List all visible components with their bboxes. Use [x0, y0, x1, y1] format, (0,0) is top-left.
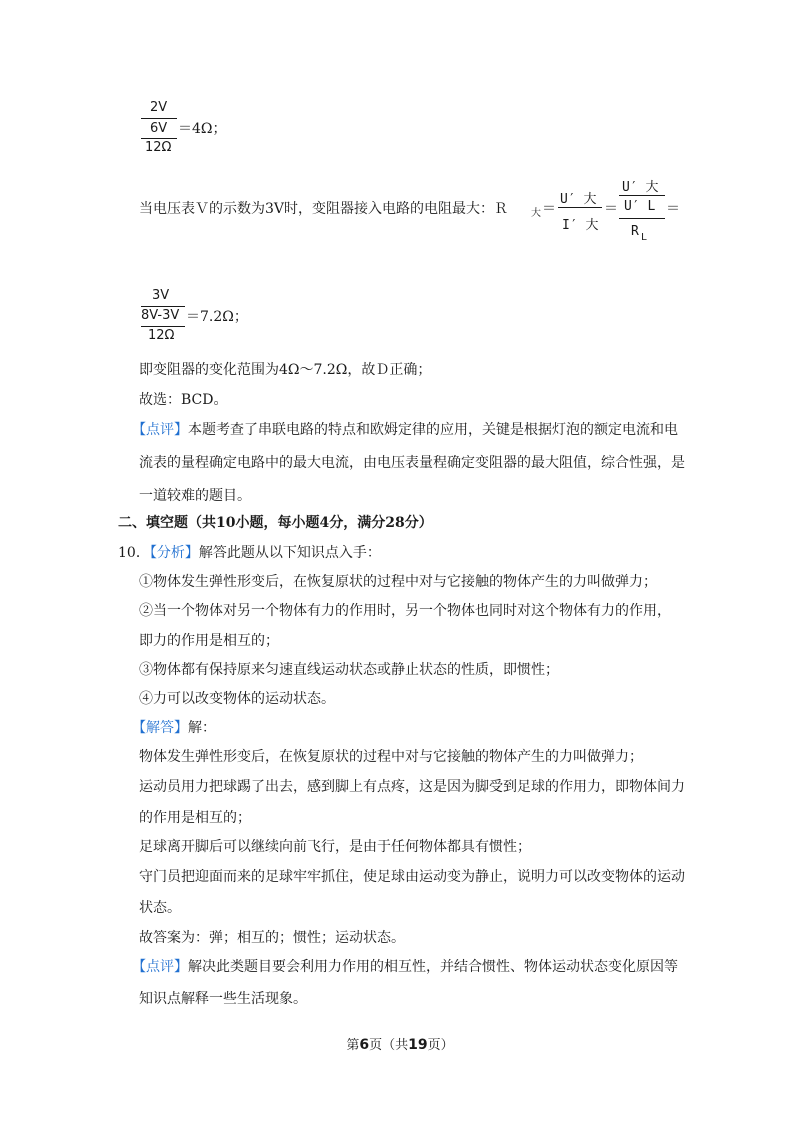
review-2-paragraph — [132, 956, 678, 976]
page-footer — [0, 1034, 800, 1053]
review-line-2: 流表的量程确定电路中的最大电流，由电压表量程确定变阻器的最大阻值，综合性强，是 — [139, 455, 685, 471]
fraction-2-inner-numerator: U′ L — [624, 199, 656, 214]
knowledge-2b: 即力的作用是相互的； — [139, 633, 279, 649]
equals-sign: ＝ — [604, 201, 618, 217]
fraction-bar — [619, 218, 665, 219]
footer-middle: 页（共 — [369, 1038, 409, 1053]
formula-2-inner-numerator: 8V-3V — [141, 308, 180, 323]
analysis-text: 解答此题从以下知识点入手： — [198, 545, 381, 561]
fraction-bar — [141, 326, 185, 327]
fraction-bar — [141, 118, 177, 119]
equals-sign: ＝ — [666, 201, 680, 217]
equals-sign: ＝ — [542, 201, 556, 217]
knowledge-3: ③物体都有保持原来匀速直线运动状态或静止状态的性质，即惯性； — [139, 662, 559, 678]
fraction-2-inner-denominator: R — [631, 224, 639, 239]
formula-1-inner-numerator: 6V — [150, 121, 168, 136]
answer-heading — [132, 717, 216, 737]
range-line: 即变阻器的变化范围为4Ω～7.2Ω，故Ｄ正确； — [139, 362, 432, 378]
footer-suffix: 页） — [427, 1038, 454, 1053]
footer-prefix: 第 — [346, 1038, 360, 1053]
subscript-l: L — [641, 232, 648, 243]
answer-text: 解： — [188, 720, 216, 736]
formula-1-numerator: 2V — [150, 100, 168, 115]
choose-line: 故选：BCD。 — [139, 392, 228, 408]
answer-3: 足球离开脚后可以继续向前飞行，是由于任何物体都具有惯性； — [139, 839, 531, 855]
section-heading: 二、填空题（共10小题，每小题4分，满分28分） — [118, 515, 433, 531]
review-tag: 【点评】 — [132, 422, 188, 438]
answer-4a: 守门员把迎面而来的足球牢牢抓住，使足球由运动变为静止，说明力可以改变物体的运动 — [139, 869, 685, 885]
knowledge-1: ①物体发生弹性形变后，在恢复原状的过程中对与它接触的物体产生的力叫做弹力； — [139, 574, 657, 590]
fraction-1-numerator: U′ 大 — [560, 192, 597, 207]
review-line-1: 本题考查了串联电路的特点和欧姆定律的应用，关键是根据灯泡的额定电流和电 — [188, 422, 678, 438]
formula-1-inner-denominator: 12Ω — [145, 140, 172, 155]
review-paragraph — [132, 419, 678, 439]
answer-2a: 运动员用力把球踢了出去，感到脚上有点疼，这是因为脚受到足球的作用力，即物体间力 — [139, 779, 685, 795]
answer-5: 故答案为：弹；相互的；惯性；运动状态。 — [139, 930, 405, 946]
review-line-3: 一道较难的题目。 — [139, 488, 251, 504]
total-pages: 19 — [408, 1037, 428, 1053]
fraction-1-denominator: I′ 大 — [562, 218, 599, 233]
fraction-bar — [619, 195, 665, 196]
formula-2-result: ＝7.2Ω； — [186, 309, 248, 325]
formula-2-numerator: 3V — [152, 288, 170, 303]
answer-1: 物体发生弹性形变后，在恢复原状的过程中对与它接触的物体产生的力叫做弹力； — [139, 749, 643, 765]
fraction-bar — [141, 306, 185, 307]
subscript-max: 大 — [531, 208, 541, 219]
review-2-line-2: 知识点解释一些生活现象。 — [139, 991, 307, 1007]
knowledge-4: ④力可以改变物体的运动状态。 — [139, 691, 335, 707]
formula-1-result: ＝4Ω； — [178, 121, 227, 137]
question-10-analysis — [118, 542, 381, 562]
formula-2-inner-denominator: 12Ω — [148, 328, 175, 343]
page-number: 6 — [359, 1037, 370, 1053]
fraction-bar — [558, 207, 602, 208]
knowledge-2a: ②当一个物体对另一个物体有力的作用时，另一个物体也同时对这个物体有力的作用， — [139, 603, 671, 619]
answer-4b: 状态。 — [139, 900, 181, 916]
review-2-tag: 【点评】 — [132, 959, 188, 975]
answer-2b: 的作用是相互的； — [139, 810, 251, 826]
question-number: 10． — [118, 545, 150, 561]
fraction-bar — [141, 138, 177, 139]
analysis-tag: 【分析】 — [149, 545, 199, 561]
max-resistance-text: 当电压表Ｖ的示数为3V时，变阻器接入电路的电阻最大：Ｒ — [139, 201, 509, 217]
review-2-line-1: 解决此类题目要会利用力作用的相互性，并结合惯性、物体运动状态变化原因等 — [188, 959, 678, 975]
answer-tag: 【解答】 — [132, 720, 188, 736]
fraction-2-numerator: U′ 大 — [622, 180, 659, 195]
